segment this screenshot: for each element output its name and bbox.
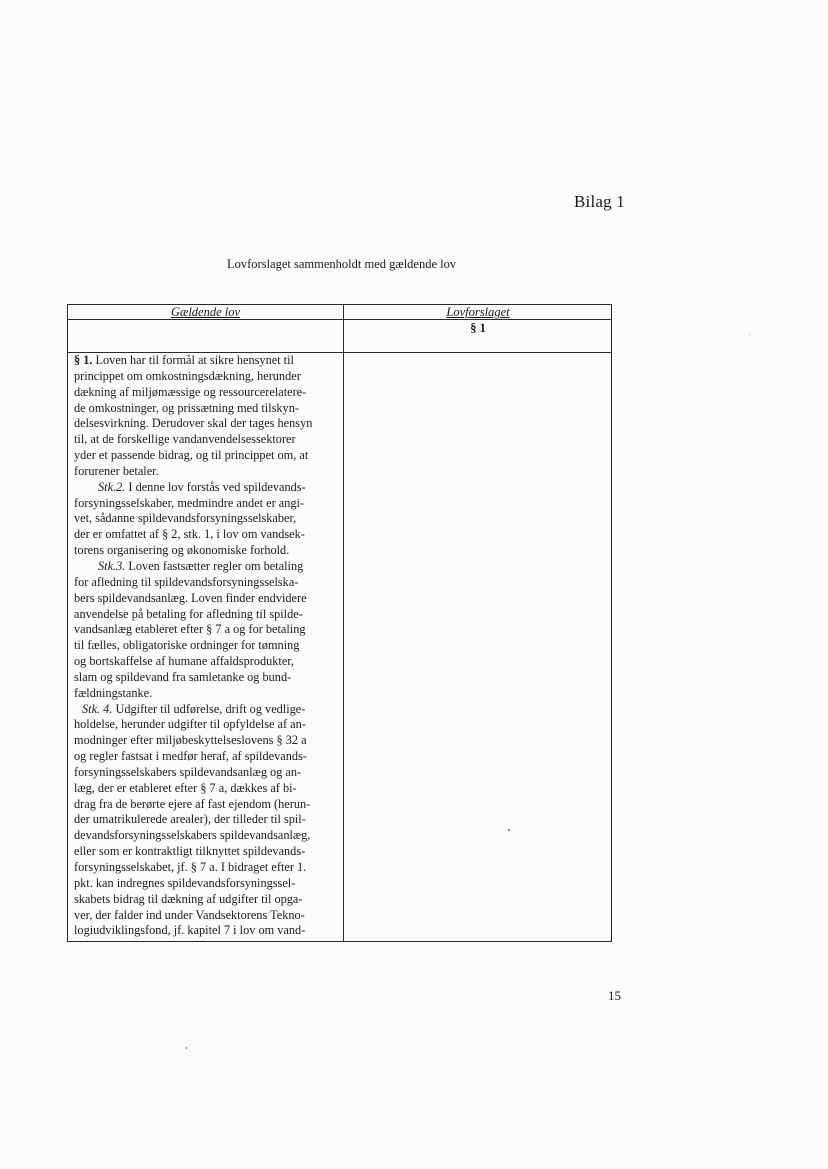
- text-line: skabets bidrag til dækning af udgifter til opga-: [74, 891, 303, 906]
- text-line: læg, der er etableret efter § 7 a, dækkes af bi-: [74, 780, 297, 795]
- text-line: forsyningsselskabet, jf. § 7 a. I bidraget efter 1.: [74, 860, 307, 874]
- header-rule: [68, 319, 611, 320]
- text-line: der er omfattet af § 2, stk. 1, i lov om vandsek-: [74, 527, 305, 542]
- text-line: dækning af miljømæssige og ressourcerelatere-: [74, 384, 307, 399]
- scan-speck: [186, 1047, 187, 1049]
- subsection-label: Stk. 4.: [82, 701, 113, 716]
- column-divider: [343, 305, 344, 941]
- column-header-bill: Lovforslaget: [446, 305, 510, 319]
- text-line: delsesvirkning. Derudover skal der tages hensyn: [74, 416, 313, 431]
- text-line: de omkostninger, og prissætning med tilskyn-: [74, 400, 299, 415]
- text-line: logiudviklingsfond, jf. kapitel 7 i lov om vand-: [74, 923, 306, 938]
- subsection-label: Stk.2.: [98, 479, 126, 494]
- text-line: devandsforsyningsselskabers spildevandsanlæg,: [74, 828, 311, 843]
- text-line: torens organisering og økonomiske forhold.: [74, 543, 290, 558]
- text-line: til, at de forskellige vandanvendelsessektorer: [74, 432, 296, 447]
- scan-speck: [749, 334, 750, 335]
- text-line: forsyningsselskabers spildevandsanlæg og an-: [74, 764, 302, 779]
- text-line: slam og spildevand fra samletanke og bund-: [74, 669, 292, 684]
- text-line: for afledning til spildevandsforsyningsselska-: [74, 574, 299, 589]
- current-law-text: [74, 353, 340, 939]
- appendix-label: Bilag 1: [574, 192, 625, 211]
- text-line: vandsanlæg etableret efter § 7 a og for betaling: [74, 622, 306, 637]
- subsection-4-first-line: Stk. 4. Udgifter til udførelse, drift og vedlige-: [82, 701, 306, 716]
- subsection-3-first-line: Stk.3. Loven fastsætter regler om betaling: [98, 558, 304, 573]
- text-line: fældningstanke.: [74, 685, 153, 700]
- text-line: forurener betaler.: [74, 463, 159, 478]
- page-number: 15: [608, 988, 621, 1003]
- text-line: pkt. kan indregnes spildevandsforsyningssel-: [74, 875, 296, 890]
- text-line: yder et passende bidrag, og til princippet om, at: [74, 448, 309, 463]
- bill-section-heading: § 1: [470, 321, 486, 335]
- text-line: vet, sådanne spildevandsforsyningsselskaber,: [74, 511, 297, 526]
- text-line: og regler fastsat i medfør heraf, af spildevands-: [74, 749, 307, 764]
- text-line: til fælles, obligatoriske ordninger for tømning: [74, 638, 300, 653]
- text-line: holdelse, herunder udgifter til opfyldelse af an-: [74, 717, 306, 732]
- text-line: forsyningsselskaber, medmindre andet er angi-: [74, 495, 305, 510]
- paragraph-number: § 1.: [74, 353, 93, 367]
- paragraph-1-first-line: § 1. Loven har til formål at sikre hensynet til: [74, 353, 294, 367]
- text-line: ver, der falder ind under Vandsektorens Tekno-: [74, 907, 305, 922]
- document-title: Lovforslaget sammenholdt med gældende lov: [227, 257, 457, 271]
- comparison-table: [67, 304, 612, 942]
- text-line: og bortskaffelse af humane affaldsprodukter,: [74, 654, 294, 669]
- text-line: der umatrikulerede arealer), der tilleder til spil-: [74, 812, 306, 827]
- scan-speck: [508, 829, 510, 831]
- subsection-label: Stk.3.: [98, 558, 126, 573]
- text-line: eller som er kontraktligt tilknyttet spildevands-: [74, 844, 306, 859]
- column-header-current-law: Gældende lov: [170, 305, 241, 319]
- subsection-2-first-line: Stk.2. I denne lov forstås ved spildevands-: [98, 479, 306, 494]
- text-line: bers spildevandsanlæg. Loven finder endvidere: [74, 590, 307, 605]
- text-line: anvendelse på betaling for afledning til spilde-: [74, 606, 303, 621]
- text-line: drag fra de berørte ejere af fast ejendom (herun-: [74, 796, 311, 811]
- text-line: modninger efter miljøbeskyttelseslovens § 32 a: [74, 733, 307, 748]
- text-line: princippet om omkostningsdækning, herunder: [74, 368, 301, 383]
